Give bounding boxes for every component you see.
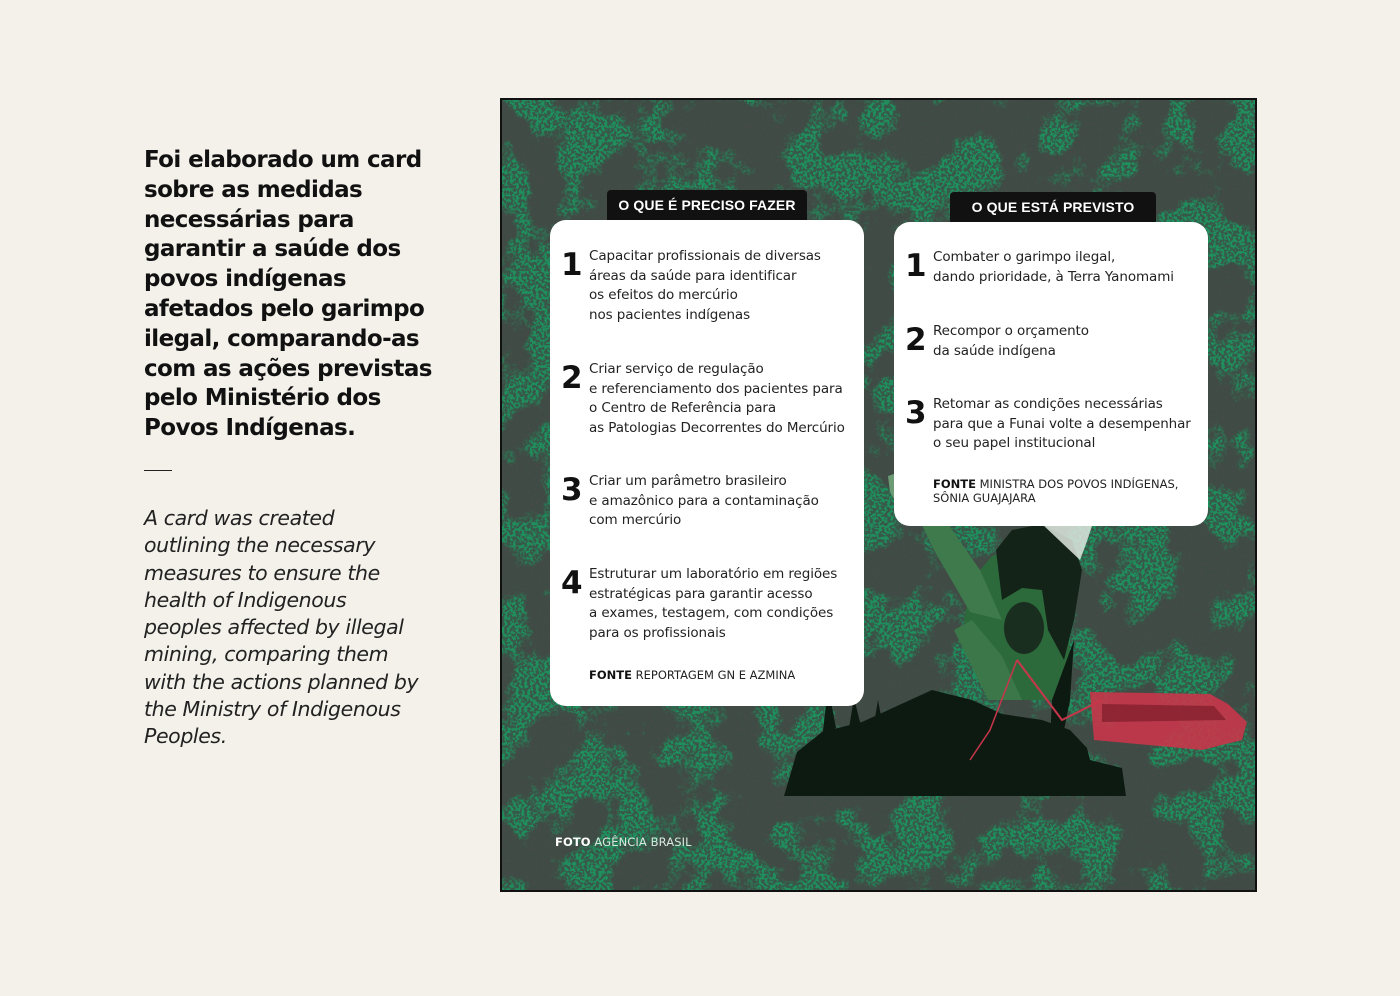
right-column-label: O QUE ESTÁ PREVISTO (950, 192, 1156, 222)
source-label: FONTE (933, 477, 976, 491)
item-number: 1 (905, 248, 927, 284)
intro-title-pt: Foi elaborado um card sobre as medidas necessárias para garantir a saúde dos povos indígenas afetados pelo garimpo ilegal, comparando-as com as ações previstas pelo Ministério dos Povos Indígenas. (144, 147, 432, 442)
item-text: Criar um parâmetro brasileiro e amazônico para a contaminação com mercúrio (589, 473, 819, 529)
item-text: Criar serviço de regulação e referenciamento dos pacientes para o Centro de Referência para as Patologias Decorrentes do Mercúrio (589, 361, 845, 436)
source-text: SÔNIA GUAJAJARA (933, 491, 1036, 505)
infographic-card (500, 98, 1257, 892)
left-panel (550, 220, 864, 706)
photo-credit (555, 835, 692, 849)
photo-credit-label: FOTO (555, 835, 591, 849)
item-number: 2 (561, 360, 583, 396)
source-label: FONTE (589, 668, 632, 682)
right-source (933, 477, 1198, 505)
item-text: Estruturar um laboratório em regiões estratégicas para garantir acesso a exames, testagem, com condições para os profissionais (589, 566, 838, 641)
source-text: MINISTRA DOS POVOS INDÍGENAS, (979, 477, 1179, 491)
item-text: Capacitar profissionais de diversas áreas da saúde para identificar os efeitos do mercúrio nos pacientes indígenas (589, 248, 821, 323)
intro-section (144, 146, 434, 751)
item-number: 2 (905, 322, 927, 358)
photo-credit-text: AGÊNCIA BRASIL (594, 835, 692, 849)
item-text: Recompor o orçamento da saúde indígena (933, 323, 1089, 359)
divider (144, 470, 172, 471)
item-number: 3 (561, 472, 583, 508)
intro-description-en: A card was created outlining the necessary measures to ensure the health of Indigenous peoples affected by illegal mining, comparing them with the actions planned by the Ministry of Indigenous Peoples. (144, 505, 419, 749)
source-text: REPORTAGEM GN E AZMINA (635, 668, 796, 682)
item-text: Retomar as condições necessárias para que a Funai volte a desempenhar o seu papel institucional (933, 396, 1191, 452)
right-panel (894, 222, 1208, 526)
left-source (589, 668, 854, 682)
item-number: 3 (905, 395, 927, 431)
item-number: 1 (561, 247, 583, 283)
item-number: 4 (561, 565, 583, 601)
left-column-label: O QUE É PRECISO FAZER (607, 190, 807, 220)
item-text: Combater o garimpo ilegal, dando prioridade, à Terra Yanomami (933, 249, 1174, 285)
